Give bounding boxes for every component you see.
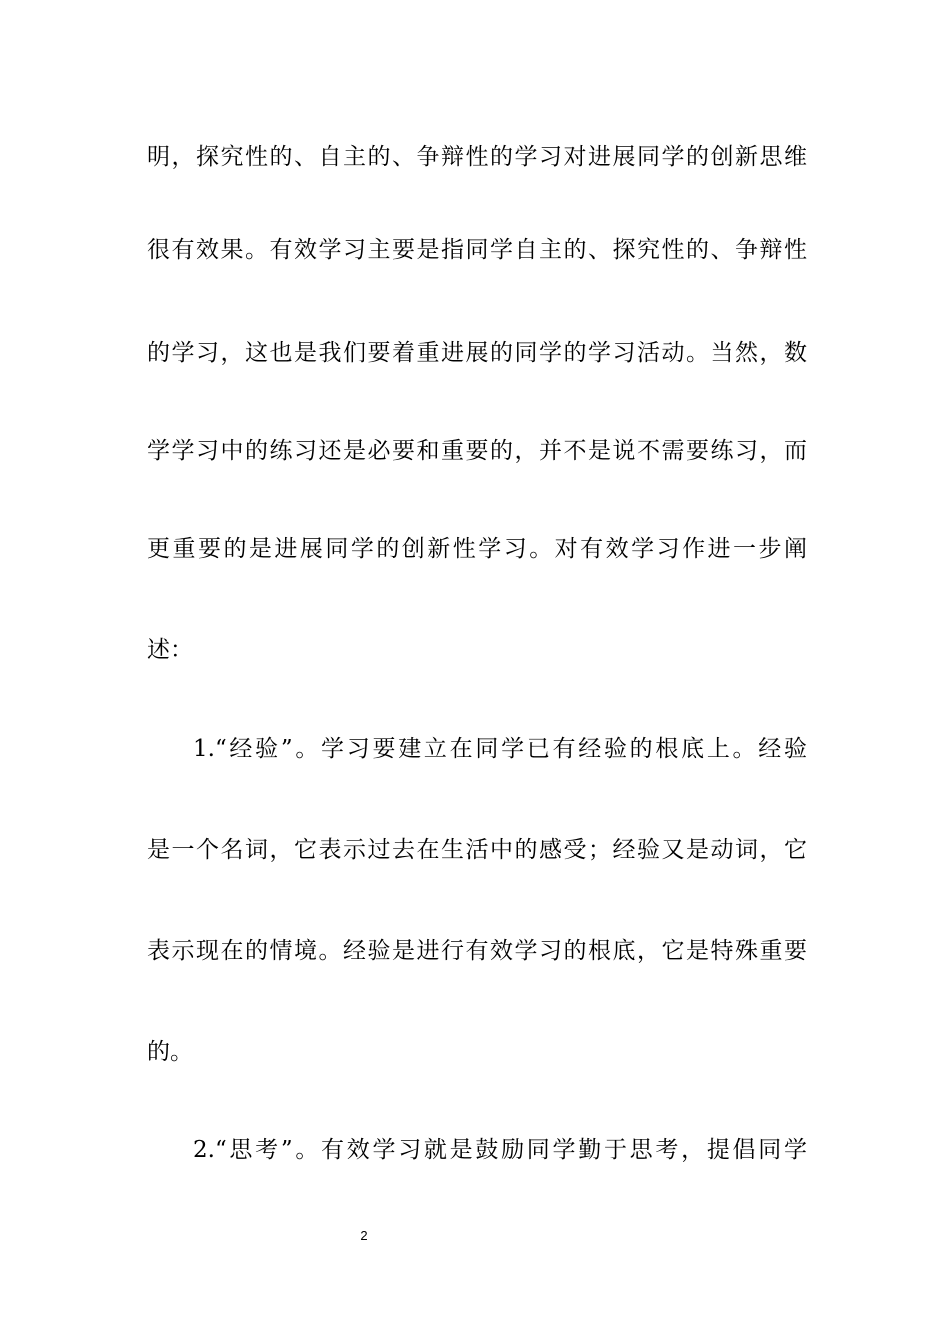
paragraph-line: 学学习中的练习还是必要和重要的，并不是说不需要练习，而 — [147, 438, 807, 464]
page-number: 2 — [360, 1228, 368, 1243]
list-item-heading-line: 1.“经验”。学习要建立在同学已有经验的根底上。经验 — [193, 736, 807, 762]
list-item-heading-line: 2.“思考”。有效学习就是鼓励同学勤于思考，提倡同学 — [193, 1137, 807, 1163]
paragraph-line: 明，探究性的、自主的、争辩性的学习对进展同学的创新思维 — [147, 144, 807, 170]
paragraph-line: 是一个名词，它表示过去在生活中的感受；经验又是动词，它 — [147, 837, 807, 863]
paragraph-line: 的学习，这也是我们要着重进展的同学的学习活动。当然，数 — [147, 340, 807, 366]
paragraph-line: 述： — [147, 637, 193, 663]
paragraph-line: 的。 — [147, 1039, 193, 1065]
paragraph-line: 很有效果。有效学习主要是指同学自主的、探究性的、争辩性 — [147, 237, 807, 263]
paragraph-line: 更重要的是进展同学的创新性学习。对有效学习作进一步阐 — [147, 536, 807, 562]
paragraph-line: 表示现在的情境。经验是进行有效学习的根底，它是特殊重要 — [147, 938, 807, 964]
